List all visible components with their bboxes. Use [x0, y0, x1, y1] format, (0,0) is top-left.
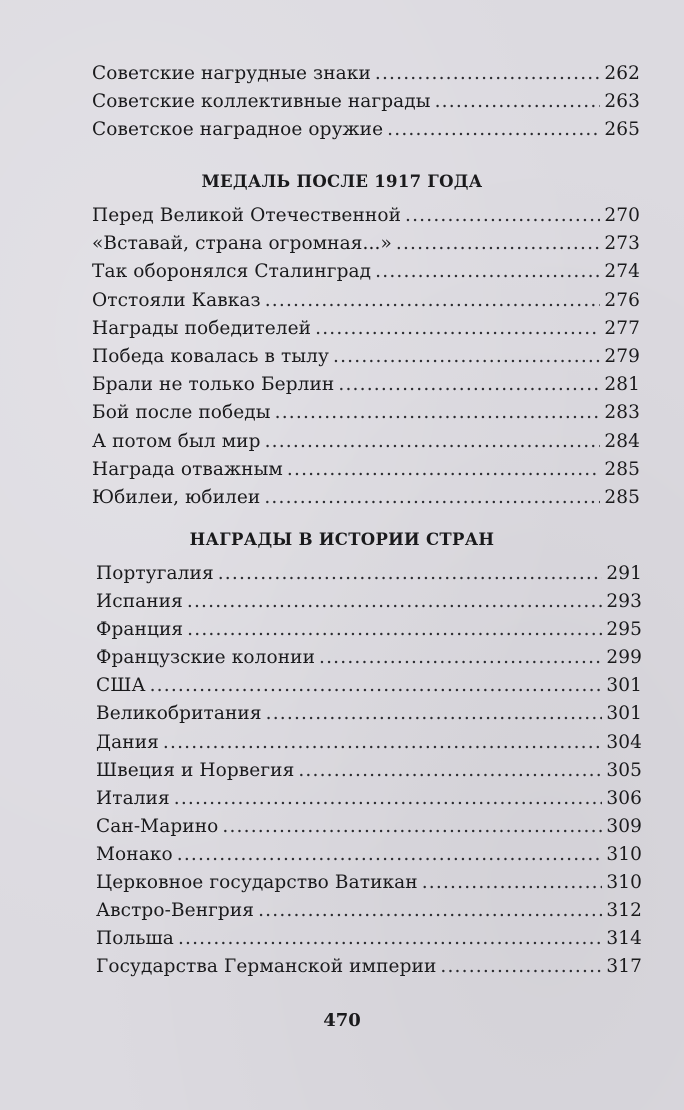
- toc-entry-page: 285: [604, 486, 640, 508]
- toc-entry-page: 312: [606, 900, 642, 922]
- toc-entry-page: 270: [604, 205, 640, 226]
- dot-leader: [174, 788, 603, 809]
- toc-section-soviet: [92, 63, 640, 148]
- toc-section-awards-in-countries: [96, 563, 642, 984]
- toc-entry-page: 274: [604, 261, 640, 283]
- dot-leader: [150, 675, 603, 696]
- toc-entry: [92, 119, 640, 147]
- toc-entry-title: Испания: [96, 591, 183, 613]
- toc-entry-page: 277: [604, 317, 640, 339]
- dot-leader: [319, 647, 602, 668]
- dot-leader: [266, 703, 603, 724]
- toc-entry: [92, 346, 640, 374]
- toc-entry: [96, 703, 642, 731]
- toc-entry-page: 276: [604, 289, 640, 311]
- toc-entry: [96, 675, 642, 703]
- toc-entry: [96, 732, 642, 760]
- dot-leader: [177, 844, 603, 865]
- toc-entry: [96, 872, 642, 900]
- toc-entry: [92, 402, 640, 430]
- toc-entry-title: Италия: [96, 787, 170, 809]
- dot-leader: [315, 318, 600, 339]
- toc-entry-title: США: [96, 675, 146, 697]
- dot-leader: [375, 261, 600, 282]
- dot-leader: [222, 816, 602, 837]
- dot-leader: [440, 956, 602, 977]
- toc-entry-title: Советские коллективные награды: [92, 91, 431, 113]
- dot-leader: [333, 346, 600, 367]
- toc-entry-page: 285: [604, 458, 640, 480]
- dot-leader: [275, 402, 601, 423]
- toc-entry-page: 279: [604, 345, 640, 367]
- dot-leader: [298, 760, 602, 781]
- toc-entry-page: 310: [606, 843, 642, 865]
- toc-entry-page: 295: [606, 619, 642, 641]
- toc-entry: [92, 233, 640, 261]
- toc-entry-title: Франция: [96, 619, 184, 641]
- toc-entry: [96, 928, 642, 956]
- dot-leader: [375, 63, 601, 84]
- toc-entry: [92, 205, 640, 233]
- toc-entry: [96, 563, 642, 591]
- toc-entry: [92, 261, 640, 289]
- toc-entry: [92, 63, 640, 91]
- toc-entry-title: Церковное государство Ватикан: [96, 872, 418, 894]
- toc-entry-title: Польша: [96, 928, 174, 950]
- toc-entry-page: 301: [606, 675, 642, 697]
- dot-leader: [422, 872, 603, 893]
- toc-entry-title: Швеция и Норвегия: [96, 759, 295, 781]
- toc-entry: [96, 844, 642, 872]
- dot-leader: [405, 205, 600, 226]
- toc-entry: [92, 431, 640, 459]
- section-heading-awards-in-countries: НАГРАДЫ В ИСТОРИИ СТРАН: [189, 530, 495, 549]
- toc-entry-page: 293: [606, 591, 642, 613]
- toc-entry: [92, 318, 640, 346]
- dot-leader: [265, 431, 601, 452]
- toc-entry-title: Награды победителей: [92, 317, 312, 339]
- toc-entry-title: Так оборонялся Сталинград: [92, 261, 372, 283]
- dot-leader: [178, 928, 602, 949]
- toc-entry: [96, 788, 642, 816]
- toc-entry-title: Перед Великой Отечественной: [92, 205, 401, 226]
- toc-entry-title: Сан-Марино: [96, 815, 219, 837]
- toc-entry: [96, 619, 642, 647]
- toc-entry: [92, 374, 640, 402]
- toc-entry-title: Французские колонии: [96, 647, 315, 669]
- toc-entry: [92, 91, 640, 119]
- dot-leader: [265, 290, 601, 311]
- toc-entry-page: 304: [606, 731, 642, 753]
- toc-entry-page: 310: [606, 872, 642, 894]
- dot-leader: [387, 119, 600, 140]
- dot-leader: [187, 591, 602, 612]
- dot-leader: [264, 487, 600, 508]
- toc-entry-page: 262: [604, 63, 640, 84]
- toc-entry-page: 281: [604, 374, 640, 396]
- toc-entry-page: 305: [606, 759, 642, 781]
- toc-entry-title: Победа ковалась в тылу: [92, 345, 329, 367]
- dot-leader: [287, 459, 600, 480]
- dot-leader: [396, 233, 600, 254]
- toc-entry: [96, 956, 642, 984]
- toc-section-medal-after-1917: [92, 205, 640, 515]
- toc-entry: [92, 290, 640, 318]
- dot-leader: [187, 619, 602, 640]
- section-heading-medal-after-1917: МЕДАЛЬ ПОСЛЕ 1917 ГОДА: [201, 172, 483, 191]
- dot-leader: [218, 563, 603, 584]
- toc-entry-page: 301: [606, 703, 642, 725]
- toc-entry-title: Государства Германской империи: [96, 956, 437, 978]
- toc-entry-title: Брали не только Берлин: [92, 374, 335, 396]
- toc-entry-title: Дания: [96, 731, 159, 753]
- toc-entry-title: Отстояли Кавказ: [92, 289, 261, 311]
- toc-entry-page: 306: [606, 787, 642, 809]
- toc-entry-page: 309: [606, 815, 642, 837]
- toc-entry: [96, 760, 642, 788]
- toc-entry-title: А потом был мир: [92, 430, 261, 452]
- toc-entry-title: Монако: [96, 843, 173, 865]
- toc-entry: [96, 816, 642, 844]
- toc-entry-title: Великобритания: [96, 703, 262, 725]
- toc-entry-page: 314: [606, 928, 642, 950]
- toc-entry-title: Советское наградное оружие: [92, 119, 384, 141]
- toc-entry-page: 265: [604, 119, 640, 141]
- toc-entry-title: Юбилеи, юбилеи: [92, 486, 261, 508]
- toc-entry-title: Португалия: [96, 563, 214, 584]
- toc-entry-page: 317: [606, 956, 642, 978]
- toc-entry: [96, 900, 642, 928]
- toc-entry-title: Австро-Венгрия: [96, 900, 255, 922]
- toc-entry-page: 283: [604, 402, 640, 424]
- toc-entry-title: Советские нагрудные знаки: [92, 63, 371, 84]
- toc-entry: [92, 459, 640, 487]
- page-number: 470: [323, 1010, 361, 1031]
- toc-entry-title: «Вставай, страна огромная...»: [92, 233, 392, 255]
- dot-leader: [258, 900, 602, 921]
- toc-entry-page: 263: [604, 91, 640, 113]
- toc-entry: [96, 591, 642, 619]
- dot-leader: [435, 91, 601, 112]
- toc-entry-page: 284: [604, 430, 640, 452]
- dot-leader: [163, 732, 602, 753]
- toc-entry-title: Награда отважным: [92, 458, 283, 480]
- toc-entry-title: Бой после победы: [92, 402, 271, 424]
- dot-leader: [338, 374, 600, 395]
- toc-entry-page: 291: [606, 563, 642, 584]
- toc-entry: [96, 647, 642, 675]
- toc-entry-page: 273: [604, 233, 640, 255]
- toc-entry: [92, 487, 640, 515]
- toc-entry-page: 299: [606, 647, 642, 669]
